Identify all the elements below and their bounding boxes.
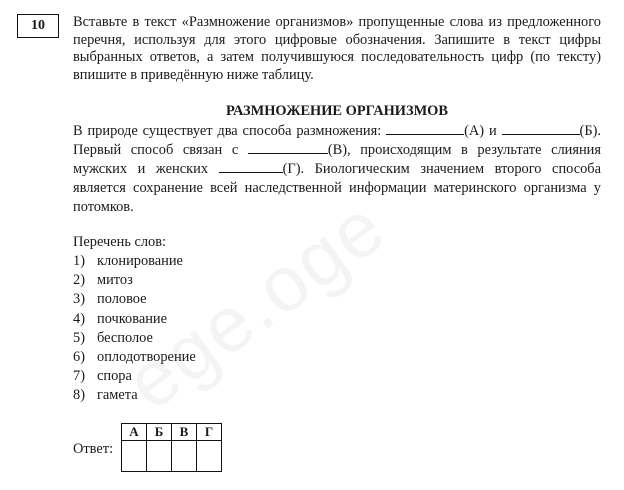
blank-a[interactable] — [386, 122, 464, 135]
answer-header-g: Г — [197, 424, 222, 441]
task-instruction: Вставьте в текст «Размножение организмов» пропущенные слова из предложенного перечня, используя для этого цифровые обозначения. Запишите в текст цифры выбранных ответов, а затем получившуюся последовательность цифр (по тексту) впишите в приведённую ниже таблицу. — [73, 14, 601, 83]
answer-cell-g[interactable] — [197, 441, 222, 472]
list-item-number: 5) — [73, 329, 85, 346]
answer-cell-a[interactable] — [122, 441, 147, 472]
marker-g: (Г) — [282, 161, 301, 177]
list-item-word: бесполое — [97, 329, 153, 346]
list-item — [73, 271, 196, 290]
answer-header-b: Б — [147, 424, 172, 441]
list-item-number: 4) — [73, 310, 85, 327]
marker-v: (В) — [327, 142, 348, 158]
list-item — [73, 386, 196, 405]
list-item-word: оплодотворение — [97, 349, 196, 366]
list-item-number: 3) — [73, 291, 85, 308]
word-list — [73, 252, 196, 406]
answer-table-input-row — [122, 441, 222, 472]
list-item-number: 8) — [73, 387, 85, 404]
blank-v[interactable] — [248, 141, 328, 154]
list-item-number: 7) — [73, 368, 85, 385]
list-item — [73, 367, 196, 386]
answer-cell-b[interactable] — [147, 441, 172, 472]
answer-table-header-row — [122, 424, 222, 441]
fill-in-text — [73, 122, 601, 217]
list-item-number: 1) — [73, 253, 85, 269]
word-list-title: Перечень слов: — [73, 234, 167, 250]
list-item-word: почкование — [97, 310, 167, 327]
answer-table — [121, 423, 222, 472]
marker-b: (Б) — [579, 123, 598, 139]
text-part-3: . Первый способ связан с — [73, 123, 601, 158]
list-item-word: спора — [97, 368, 132, 385]
list-item-number: 6) — [73, 349, 85, 366]
text-part-2: и — [484, 123, 502, 139]
list-item — [73, 348, 196, 367]
list-item — [73, 290, 196, 309]
list-item — [73, 252, 196, 271]
text-part-4: , происходящим в результате слияния мужских и женских — [73, 142, 601, 177]
task-number-box: 10 — [17, 14, 59, 38]
answer-header-a: А — [122, 424, 147, 441]
list-item-word: гамета — [97, 387, 138, 404]
answer-header-v: В — [172, 424, 197, 441]
answer-label: Ответ: — [73, 441, 114, 457]
answer-cell-v[interactable] — [172, 441, 197, 472]
list-item-word: митоз — [97, 272, 133, 289]
list-item-word: клонирование — [97, 253, 183, 269]
marker-a: (А) — [464, 123, 485, 139]
text-part-5: . Биологическим значением второго способа является сохранение всей наследственной информации материнского организма у потомков. — [73, 161, 601, 215]
list-item — [73, 310, 196, 329]
blank-g[interactable] — [219, 160, 283, 173]
text-title: РАЗМНОЖЕНИЕ ОРГАНИЗМОВ — [226, 103, 448, 119]
list-item — [73, 329, 196, 348]
list-item-word: половое — [97, 291, 147, 308]
blank-b[interactable] — [502, 122, 580, 135]
list-item-number: 2) — [73, 272, 85, 289]
text-part-1: В природе существует два способа размножения: — [73, 123, 387, 139]
